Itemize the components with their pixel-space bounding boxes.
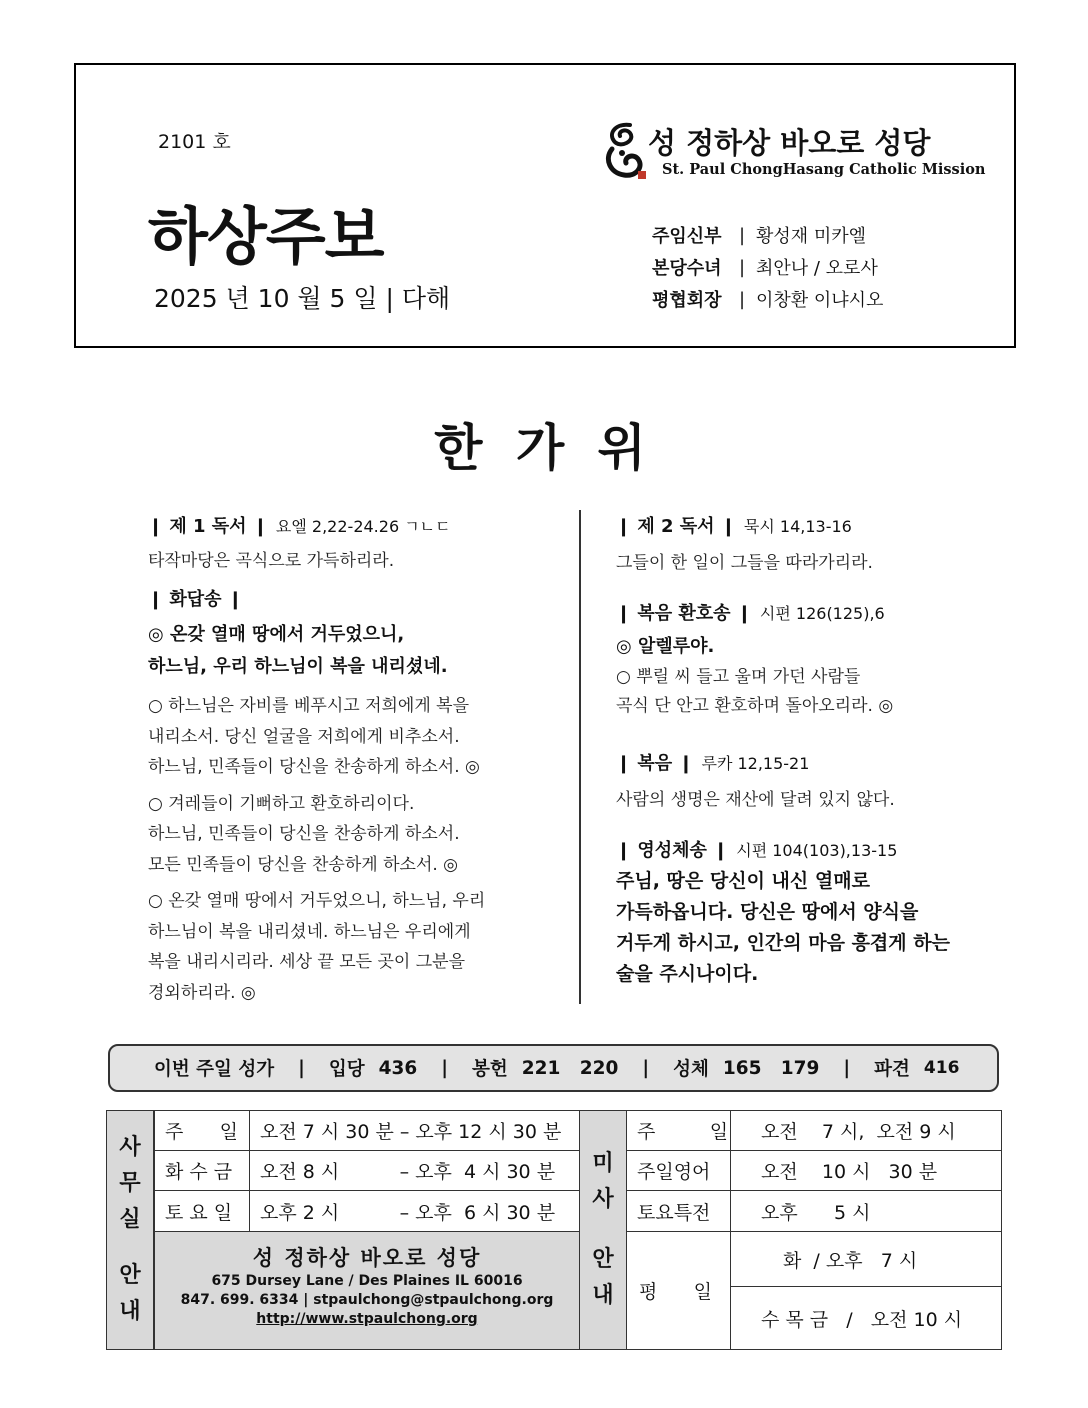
contact-address: 675 Dursey Lane / Des Plaines IL 60016 bbox=[211, 1273, 523, 1289]
readings-right-column bbox=[616, 512, 1006, 990]
hymn-number-recessional: 416 bbox=[923, 1058, 960, 1078]
verse-line: 하느님, 민족들이 당신을 찬송하게 하소서. bbox=[148, 824, 460, 844]
second-reading-text: 그들이 한 일이 그들을 따라가리라. bbox=[616, 553, 873, 573]
antiphon-line: 가득하옵니다. 당신은 땅에서 양식을 bbox=[616, 901, 919, 923]
staff-name: 이창환 이냐시오 bbox=[756, 290, 884, 311]
mass-side-label bbox=[579, 1110, 627, 1350]
hymn-separator: | bbox=[298, 1057, 305, 1079]
first-reading-header bbox=[148, 512, 558, 540]
office-side-char: 사 bbox=[119, 1135, 141, 1160]
staff-name: 최안나 / 오로사 bbox=[756, 258, 878, 279]
first-reading-ref: 요엘 2,22-24.26 ㄱㄴㄷ bbox=[275, 517, 451, 536]
gospel-label: ❙ 복음 ❙ bbox=[616, 753, 694, 774]
staff-role: 본당수녀 bbox=[652, 258, 722, 279]
column-divider bbox=[579, 510, 581, 1004]
mass-side-char: 안 bbox=[592, 1247, 614, 1272]
psalm-response-1: ◎ 온갖 열매 땅에서 거두었으니, bbox=[148, 624, 405, 645]
mass-time-weekday-wed-thu-fri: 수 목 금 / 오전 10 시 bbox=[730, 1286, 1002, 1350]
hymn-bar bbox=[108, 1044, 999, 1092]
verse-line: ○ 온갖 열매 땅에서 거두었으니, 하느님, 우리 bbox=[148, 891, 486, 911]
office-day-sunday: 주 일 bbox=[154, 1110, 250, 1151]
acclamation-label: ❙ 복음 환호송 ❙ bbox=[616, 603, 752, 624]
hymn-number-entrance: 436 bbox=[378, 1057, 418, 1079]
verse-line: 하느님이 복을 내리셨네. 하느님은 우리에게 bbox=[148, 921, 471, 942]
contact-parish-name: 성 정하상 바오로 성당 bbox=[252, 1246, 482, 1270]
parish-name-english: St. Paul ChongHasang Catholic Mission bbox=[662, 161, 986, 178]
hymn-label-recessional: 파견 bbox=[874, 1059, 910, 1080]
antiphon-line: 술을 주시나이다. bbox=[616, 963, 759, 985]
mass-day-english: 주일영어 bbox=[626, 1150, 731, 1191]
second-reading-header bbox=[616, 512, 1006, 540]
antiphon-line: 거두게 하시고, 인간의 마음 흥겹게 하는 bbox=[616, 932, 950, 954]
bulletin-title: 하상주보 bbox=[148, 200, 384, 273]
acclamation-verse-2: 곡식 단 안고 환호하며 돌아오리라. ◎ bbox=[616, 696, 894, 716]
hymn-separator: | bbox=[642, 1057, 650, 1079]
mass-day-weekday: 평 일 bbox=[626, 1231, 731, 1350]
hymn-title: 이번 주일 성가 bbox=[154, 1059, 275, 1080]
mass-side-char: 미 bbox=[592, 1151, 614, 1176]
office-hours-tue-wed-fri: 오전 8 시 – 오후 4 시 30 분 bbox=[249, 1150, 580, 1191]
communion-antiphon bbox=[616, 866, 1006, 990]
office-day-saturday: 토 요 일 bbox=[154, 1190, 250, 1232]
acclamation-verse-1: ○ 뿌릴 씨 들고 울며 가던 사람들 bbox=[616, 667, 861, 687]
gospel-text: 사람의 생명은 재산에 달려 있지 않다. bbox=[616, 790, 895, 810]
psalm-verse-2 bbox=[148, 789, 558, 881]
second-reading-label: ❙ 제 2 독서 ❙ bbox=[616, 516, 736, 537]
psalm-header bbox=[148, 585, 558, 613]
mass-day-saturday-vigil: 토요특전 bbox=[626, 1190, 731, 1232]
mass-day-sunday: 주 일 bbox=[626, 1110, 731, 1151]
mass-side-char: 사 bbox=[592, 1187, 614, 1212]
verse-line: 내리소서. 당신 얼굴을 저희에게 비추소서. bbox=[148, 726, 460, 747]
verse-line: 경외하리라. ◎ bbox=[148, 982, 256, 1003]
staff-separator: | bbox=[738, 288, 746, 310]
mass-time-english: 오전 10 시 30 분 bbox=[730, 1150, 1002, 1191]
office-hours-sunday: 오전 7 시 30 분 – 오후 12 시 30 분 bbox=[249, 1110, 580, 1151]
hymn-label-offertory: 봉헌 bbox=[472, 1059, 508, 1080]
psalm-verse-1 bbox=[148, 691, 558, 783]
feast-title: 한 가 위 bbox=[434, 419, 654, 477]
acclamation-response: ◎ 알렐루야. bbox=[616, 636, 715, 657]
hymn-label-entrance: 입당 bbox=[328, 1059, 365, 1080]
acclamation-ref: 시편 126(125),6 bbox=[759, 604, 885, 623]
hymn-number-offertory: 221 220 bbox=[521, 1057, 619, 1079]
issue-date: 2025 년 10 월 5 일 | 다해 bbox=[154, 284, 451, 313]
staff-role: 평협회장 bbox=[652, 290, 722, 311]
communion-header bbox=[616, 836, 1006, 864]
staff-role: 주임신부 bbox=[652, 226, 722, 247]
staff-list bbox=[652, 219, 982, 315]
staff-separator: | bbox=[738, 224, 746, 246]
mass-time-saturday-vigil: 오후 5 시 bbox=[730, 1190, 1002, 1232]
first-reading-label: ❙ 제 1 독서 ❙ bbox=[148, 516, 268, 537]
office-side-label bbox=[106, 1110, 154, 1350]
office-hours-saturday: 오후 2 시 – 오후 6 시 30 분 bbox=[249, 1190, 580, 1232]
psalm-response-2: 하느님, 우리 하느님이 복을 내리셨네. bbox=[148, 656, 448, 677]
hymn-separator: | bbox=[441, 1057, 449, 1079]
office-side-char: 내 bbox=[119, 1299, 141, 1324]
verse-line: 하느님, 민족들이 당신을 찬송하게 하소서. ◎ bbox=[148, 757, 480, 777]
parish-name: 성 정하상 바오로 성당 bbox=[648, 126, 931, 160]
mass-time-weekday-tue: 화 / 오후 7 시 bbox=[730, 1231, 1002, 1287]
issue-number: 2101 호 bbox=[158, 131, 231, 153]
hymn-number-communion: 165 179 bbox=[722, 1057, 820, 1079]
acclamation-header bbox=[616, 599, 1006, 627]
staff-separator: | bbox=[738, 256, 746, 278]
psalm-label: ❙ 화답송 ❙ bbox=[148, 589, 243, 610]
psalm-verse-3 bbox=[148, 886, 558, 1008]
header-box bbox=[74, 63, 1016, 348]
office-side-char: 실 bbox=[119, 1207, 141, 1232]
antiphon-line: 주님, 땅은 당신이 내신 열매로 bbox=[616, 870, 870, 892]
office-side-char: 안 bbox=[119, 1263, 141, 1288]
contact-phone-email[interactable]: 847. 699. 6334 | stpaulchong@stpaulchong.org bbox=[180, 1292, 554, 1308]
mass-side-char: 내 bbox=[592, 1283, 614, 1308]
verse-line: 복을 내리시리라. 세상 끝 모든 곳이 그분을 bbox=[148, 952, 466, 972]
staff-name: 황성재 미카엘 bbox=[756, 226, 867, 247]
readings-left-column bbox=[148, 512, 558, 1008]
staff-row-sisters bbox=[652, 251, 982, 283]
contact-box bbox=[154, 1231, 580, 1350]
contact-website-link[interactable]: http://www.stpaulchong.org bbox=[256, 1311, 478, 1327]
first-reading-text: 타작마당은 곡식으로 가득하리라. bbox=[148, 551, 395, 571]
staff-row-pastor bbox=[652, 219, 982, 251]
verse-line: 모든 민족들이 당신을 찬송하게 하소서. ◎ bbox=[148, 854, 459, 875]
parish-logo-icon bbox=[600, 119, 650, 181]
gospel-header bbox=[616, 749, 1006, 777]
hymn-separator: | bbox=[843, 1057, 851, 1079]
verse-line: ○ 하느님은 자비를 베푸시고 저희에게 복을 bbox=[148, 696, 470, 716]
office-day-tue-wed-fri: 화 수 금 bbox=[154, 1150, 250, 1191]
gospel-ref: 루카 12,15-21 bbox=[701, 754, 810, 773]
verse-line: ○ 겨레들이 기뻐하고 환호하리이다. bbox=[148, 793, 415, 814]
communion-label: ❙ 영성체송 ❙ bbox=[616, 840, 729, 861]
second-reading-ref: 묵시 14,13-16 bbox=[743, 517, 852, 536]
hymn-label-communion: 성체 bbox=[673, 1059, 709, 1080]
staff-row-council bbox=[652, 283, 982, 315]
communion-ref: 시편 104(103),13-15 bbox=[736, 841, 898, 860]
mass-time-sunday: 오전 7 시, 오전 9 시 bbox=[730, 1110, 1002, 1151]
office-side-char: 무 bbox=[119, 1171, 141, 1196]
